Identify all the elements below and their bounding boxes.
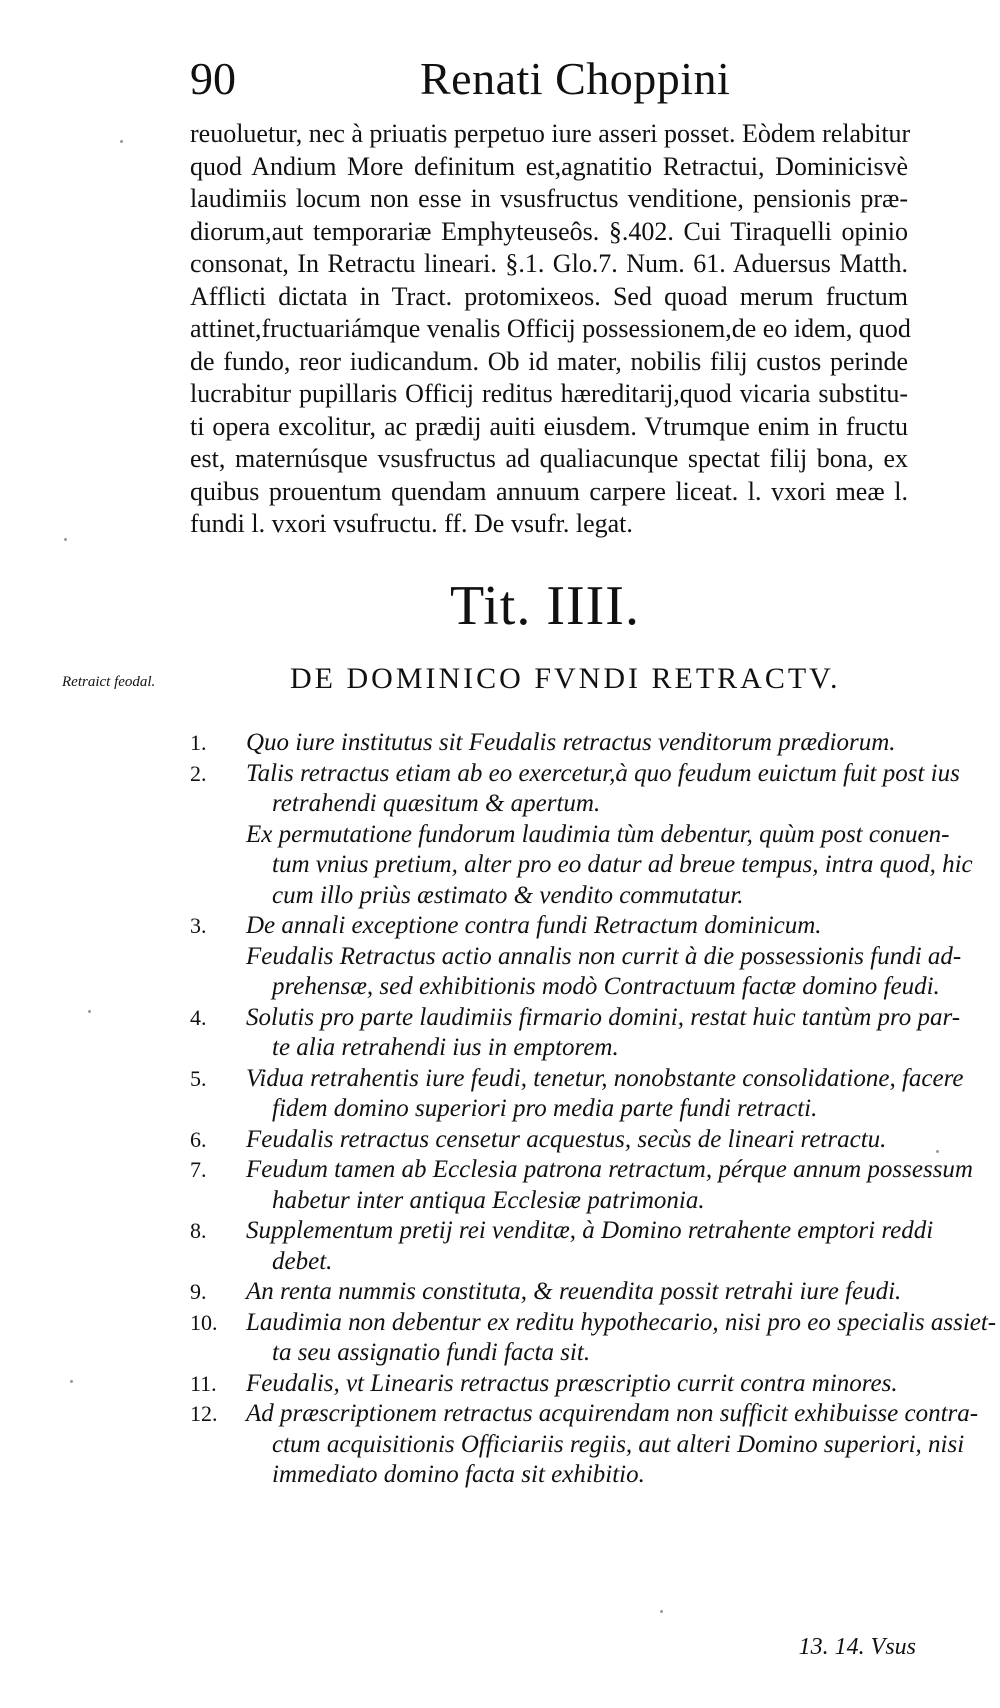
summary-entry <box>190 759 960 820</box>
scan-speck <box>88 1010 91 1013</box>
body-line: reuoluetur, nec à priuatis perpetuo iure asseri posset. Eòdem relabitur <box>190 119 911 148</box>
summary-entry <box>190 1216 934 1277</box>
entry-line: ta seu assignatio fundi facta sit. <box>272 1339 591 1366</box>
entry-number: 12. <box>190 1401 218 1426</box>
entry-line: ctum acquisitionis Officiariis regiis, aut alteri Domino superiori, nisi <box>272 1430 965 1458</box>
entry-line: An renta nummis constituta, & reuendita possit retrahi iure feudi. <box>246 1278 902 1305</box>
page-number: 90 <box>190 53 236 104</box>
scan-speck <box>936 1150 939 1153</box>
summary-entry <box>190 1308 997 1369</box>
running-title: Renati Choppini <box>420 53 731 104</box>
entry-line: Feudalis Retractus actio annalis non currit à die possessionis fundi ad- <box>246 942 962 970</box>
entry-line: fidem domino superiori pro media parte fundi retracti. <box>272 1095 818 1122</box>
scan-speck <box>70 1380 73 1383</box>
summary-entry <box>190 942 962 1003</box>
summary-entry <box>190 1125 908 1156</box>
body-line: consonat, In Retractu lineari. §.1. Glo.7. Num. 61. Aduersus Matth. <box>190 249 908 278</box>
summary-entry <box>190 820 973 912</box>
entry-line: Ex permutatione fundorum laudimia tùm debentur, quùm post conuen- <box>246 820 950 848</box>
summary-entry <box>190 911 908 942</box>
entry-line: prehensæ, sed exhibitionis modò Contractuum factæ domino feudi. <box>272 973 940 1000</box>
entry-line: Feudalis, vt Linearis retractus præscriptio currit contra minores. <box>246 1369 898 1397</box>
entry-line: Feudalis retractus censetur acquestus, secùs de lineari retractu. <box>246 1125 887 1153</box>
entry-line: De annali exceptione contra fundi Retractum dominicum. <box>246 912 822 939</box>
summary-entry <box>190 728 908 759</box>
entry-number: 6. <box>190 1126 207 1152</box>
body-line: attinet,fructuariámque venalis Officij possessionem,de eo idem, quod <box>190 314 911 343</box>
entry-line: Laudimia non debentur ex reditu hypothecario, nisi pro eo specialis assiet- <box>246 1308 997 1336</box>
entry-number: 11. <box>190 1370 217 1396</box>
entry-number: 8. <box>190 1218 207 1243</box>
scan-speck <box>120 140 123 143</box>
body-line: quod Andium More definitum est,agnatitio Retractui, Dominicisvè <box>190 151 908 181</box>
entry-line: debet. <box>272 1247 333 1275</box>
summary-entry <box>190 1277 908 1308</box>
entry-number: 4. <box>190 1004 207 1030</box>
entry-number: 9. <box>190 1279 207 1304</box>
entry-line: habetur inter antiqua Ecclesiæ patrimonia. <box>272 1186 705 1214</box>
summary-entry <box>190 1399 979 1491</box>
catchword: 13. 14. Vsus <box>798 1634 916 1660</box>
entry-line: Vidua retrahentis iure feudi, tenetur, nonobstante consolidatione, facere <box>246 1064 964 1092</box>
entry-line: immediato domino facta sit exhibitio. <box>272 1461 645 1488</box>
body-line: quibus prouentum quendam annuum carpere liceat. l. vxori meæ l. <box>190 476 908 506</box>
body-paragraph <box>190 118 911 541</box>
entry-number: 5. <box>190 1065 207 1091</box>
body-line: Afflicti dictata in Tract. protomixeos. Sed quoad merum fructum <box>190 281 908 311</box>
body-line: ti opera excolitur, ac prædij auiti eiusdem. Vtrumque enim in fructu <box>190 411 908 441</box>
section-title: Tit. IIII. <box>450 575 640 637</box>
entry-number: 1. <box>190 730 207 755</box>
body-line: est, maternúsque vsusfructus ad qualiacunque spectat filij bona, ex <box>190 444 908 473</box>
summary-entry <box>190 1155 973 1216</box>
summary-entry <box>190 1003 961 1064</box>
entry-line: Quo iure institutus sit Feudalis retractus venditorum prædiorum. <box>246 729 896 756</box>
body-line: de fundo, reor iudicandum. Ob id mater, nobilis filij custos perinde <box>190 346 908 376</box>
scan-speck <box>660 1610 663 1613</box>
entry-line: Talis retractus etiam ab eo exercetur,à quo feudum euictum fuit post ius <box>246 759 960 787</box>
entry-line: Supplementum pretij rei venditæ, à Domino retrahente emptori reddi <box>246 1217 934 1244</box>
entry-number: 10. <box>190 1309 218 1335</box>
margin-note: Retraict feodal. <box>62 674 156 690</box>
entry-line: te alia retrahendi ius in emptorem. <box>272 1034 619 1061</box>
body-line: lucrabitur pupillaris Officij reditus hæreditarij,quod vicaria substitu- <box>190 379 908 408</box>
scan-speck <box>64 538 67 541</box>
body-line: fundi l. vxori vsufructu. ff. De vsufr. legat. <box>190 509 633 538</box>
summary-list <box>190 728 997 1491</box>
entry-line: tum vnius pretium, alter pro eo datur ad breue tempus, intra quod, hic <box>272 851 973 878</box>
entry-line: cum illo priùs æstimato & vendito commutatur. <box>272 881 744 909</box>
summary-entry <box>190 1064 964 1125</box>
entry-number: 3. <box>190 913 207 938</box>
section-subtitle: DE DOMINICO FVNDI RETRACTV. <box>290 662 841 695</box>
entry-line: Feudum tamen ab Ecclesia patrona retractum, pérque annum possessum <box>246 1156 973 1183</box>
body-line: diorum,aut temporariæ Emphyteuseôs. §.402. Cui Tiraquelli opinio <box>190 216 908 246</box>
entry-line: Ad præscriptionem retractus acquirendam non sufficit exhibuisse contra- <box>246 1400 979 1427</box>
entry-line: Solutis pro parte laudimiis firmario domini, restat huic tantùm pro par- <box>246 1003 961 1031</box>
page-header <box>190 52 870 122</box>
entry-number: 2. <box>190 760 207 786</box>
entry-number: 7. <box>190 1157 207 1182</box>
summary-entry <box>190 1369 908 1400</box>
body-line: laudimiis locum non esse in vsusfructus venditione, pensionis præ- <box>190 184 908 213</box>
entry-line: retrahendi quæsitum & apertum. <box>272 790 601 817</box>
